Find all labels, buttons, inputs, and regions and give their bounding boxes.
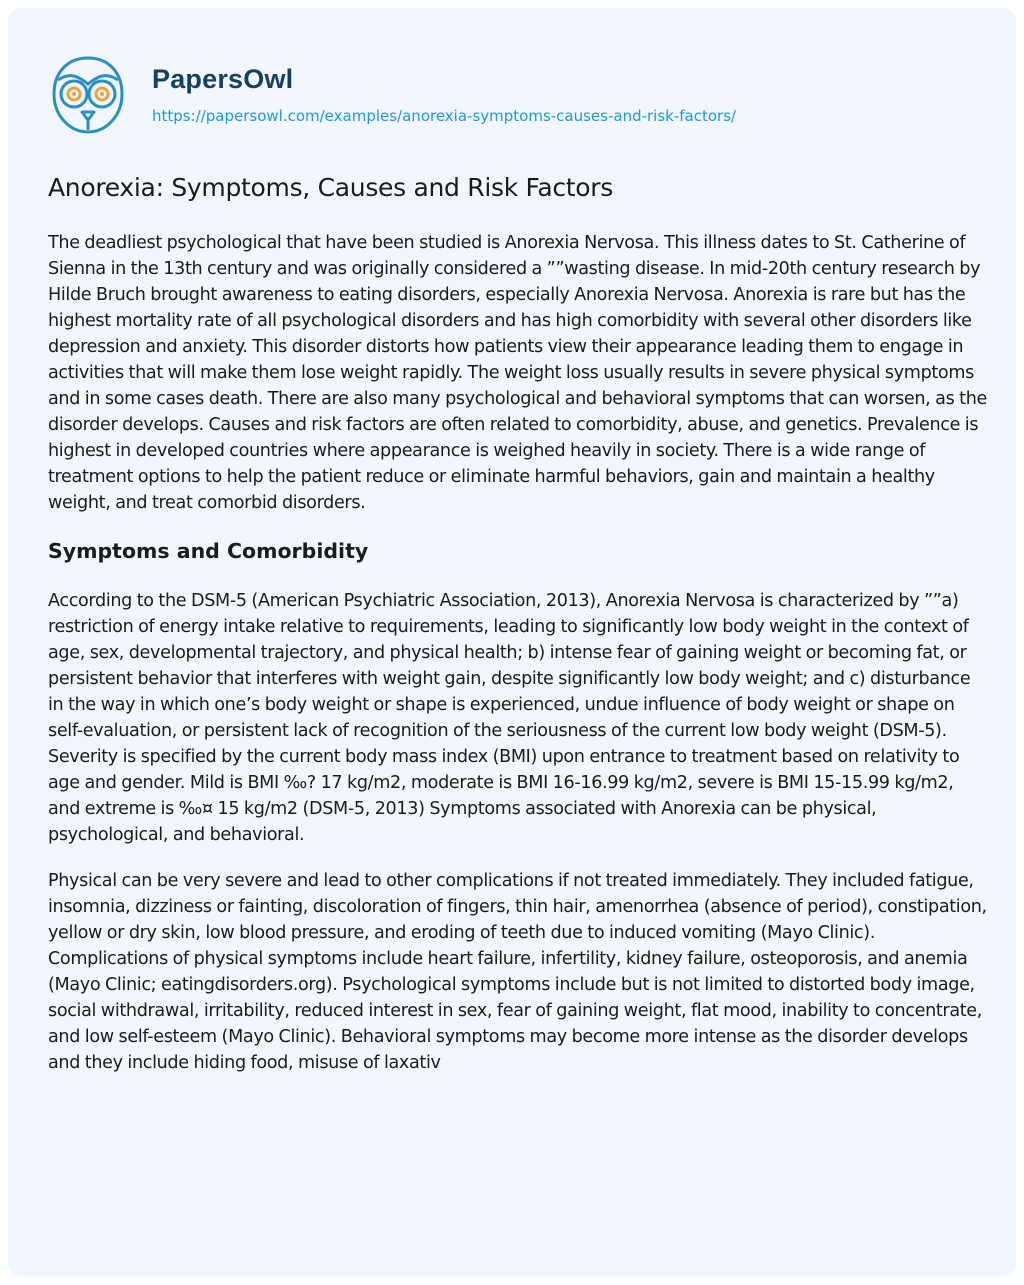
section-paragraph: Physical can be very severe and lead to other complications if not treated immediately. They included fatigue, insomnia, dizziness or fainting, discoloration of fingers, thin hair, amenorrhea (absence of period), constipation, yellow or dry skin, low blood pressure, and eroding of teeth due to induced vomiting (Mayo Clinic). Complications of physical symptoms include heart failure, infertility, kidney failure, osteoporosis, and anemia (Mayo Clinic; eatingdisorders.org). Psychological symptoms include but is not limited to distorted body image, social withdrawal, irritability, reduced interest in sex, fear of gaining weight, flat mood, inability to concentrate, and low self-esteem (Mayo Clinic). Behavioral symptoms may become more intense as the disorder develops and they include hiding food, misuse of laxativ (48, 871, 987, 1073)
section-heading: Symptoms and Comorbidity (48, 539, 369, 563)
article-content (48, 170, 988, 1096)
owl-logo-icon[interactable] (48, 54, 128, 136)
intro-paragraph: The deadliest psychological that have been studied is Anorexia Nervosa. This illness dates to St. Catherine of Sienna in the 13th century and was originally considered a ””wasting disease. In mid-20th century research by Hilde Bruch brought awareness to eating disorders, especially Anorexia Nervosa. Anorexia is rare but has the highest mortality rate of all psychological disorders and has high comorbidity with several other disorders like depression and anxiety. This disorder distorts how patients view their appearance leading them to engage in activities that will make them lose weight rapidly. The weight loss usually results in severe physical symptoms and in some cases death. There are also many psychological and behavioral symptoms that can worsen, as the disorder develops. Causes and risk factors are often related to comorbidity, abuse, and genetics. Prevalence is highest in developed countries where appearance is weighed heavily in society. There is a wide range of treatment options to help the patient reduce or eliminate harmful behaviors, gain and maintain a healthy weight, and treat comorbid disorders. (48, 233, 987, 513)
article-title: Anorexia: Symptoms, Causes and Risk Factors (48, 173, 613, 202)
section-paragraph: According to the DSM-5 (American Psychiatric Association, 2013), Anorexia Nervosa is characterized by ””a) restriction of energy intake relative to requirements, leading to significantly low body weight in the context of age, sex, developmental trajectory, and physical health; b) intense fear of gaining weight or becoming fat, or persistent behavior that interferes with weight gain, despite significantly low body weight; and c) disturbance in the way in which one’s body weight or shape is experienced, undue influence of body weight or shape on self-evaluation, or persistent lack of recognition of the seriousness of the current low body weight (DSM-5). Severity is specified by the current body mass index (BMI) upon entrance to treatment based on relativity to age and gender. Mild is BMI ‰? 17 kg/m2, moderate is BMI 16-16.99 kg/m2, severe is BMI 15-15.99 kg/m2, and extreme is ‰¤ 15 kg/m2 (DSM-5, 2013) Symptoms associated with Anorexia can be physical, psychological, and behavioral. (48, 591, 971, 845)
source-url-link[interactable]: https://papersowl.com/examples/anorexia-symptoms-causes-and-risk-factors/ (152, 107, 737, 125)
document-page (8, 8, 1016, 1277)
owl-logo-graphic (48, 54, 128, 136)
brand-name[interactable]: PapersOwl (152, 64, 294, 94)
